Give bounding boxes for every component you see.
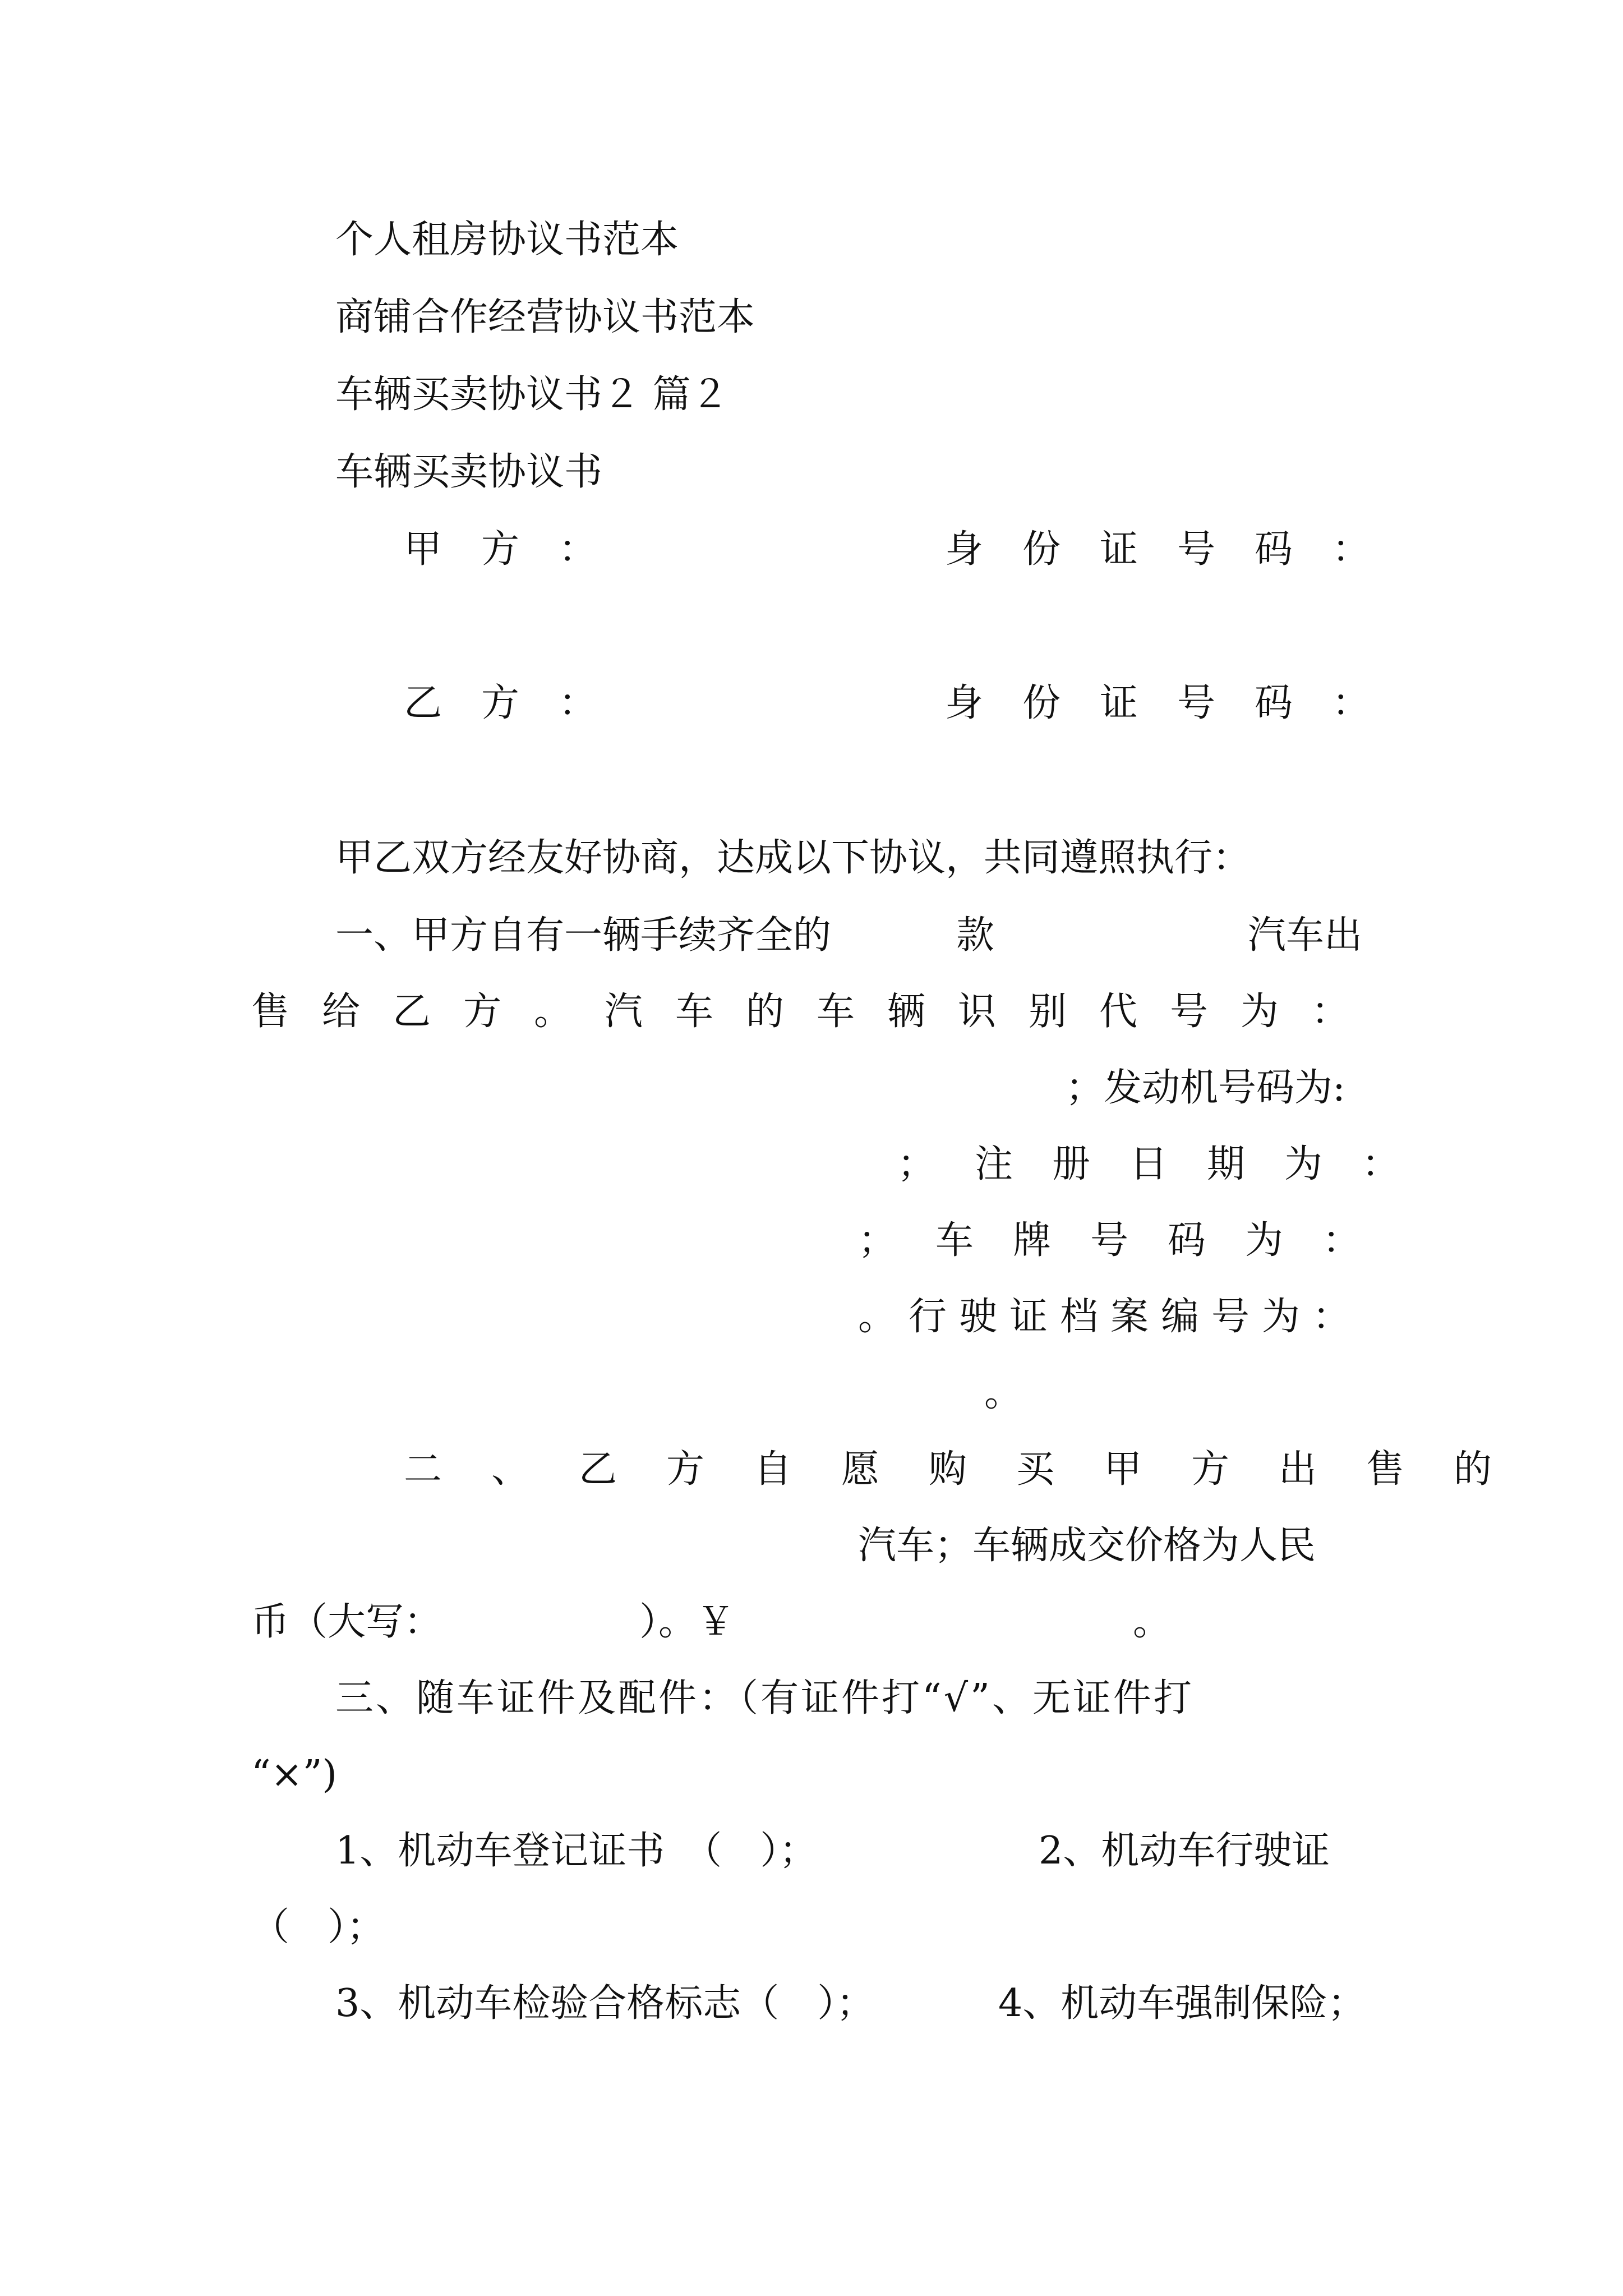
clause1-end: 。	[984, 1371, 1023, 1415]
party-b-label: 乙方：	[404, 681, 637, 725]
clause3-item2: 2、机动车行驶证	[1039, 1829, 1330, 1873]
document-title: 车辆买卖协议书	[335, 450, 603, 494]
clause1-plate-label: ；车牌号码为：	[858, 1218, 1400, 1263]
clause1-engine-label: ；发动机号码为:	[1066, 1066, 1345, 1110]
related-link-personal-rental[interactable]: 个人租房协议书范本	[335, 218, 679, 262]
clause3-item4: 4、机动车强制保险；	[998, 1981, 1366, 2026]
clause1-line2	[251, 990, 1382, 1034]
clause2-line1: 二、乙方自愿购买甲方出售的	[404, 1447, 1542, 1492]
clause2-line3-a: 币（大写：	[251, 1600, 442, 1644]
clause3-item3: 3、机动车检验合格标志（ ）；	[335, 1981, 875, 2026]
intro-paragraph: 甲乙双方经友好协商，达成以下协议，共同遵照执行：	[335, 836, 1251, 880]
clause1-line1-a: 一、甲方自有一辆手续齐全的	[335, 913, 832, 958]
clause3-line1: 三、随车证件及配件：（有证件打“√”、无证件打	[335, 1676, 1194, 1720]
party-b-id-label: 身份证号码：	[945, 681, 1410, 725]
clause2-line3-c: 。	[1133, 1600, 1172, 1644]
related-link-vehicle-sale-2[interactable]: 车辆买卖协议书２ 篇２	[335, 372, 729, 417]
clause3-item1: 1、机动车登记证书 （ ）；	[335, 1829, 818, 1873]
clause1-line2-text: 售给乙方。汽车的车辆识别代号为：	[251, 990, 1382, 1034]
clause1-reg-date-label: ；注册日期为：	[897, 1142, 1440, 1186]
clause1-line1-c: 汽车出	[1248, 913, 1363, 958]
clause3-item2-paren: （ ）；	[251, 1905, 385, 1949]
clause3-line2: “×”)	[251, 1752, 338, 1797]
party-a-label: 甲方：	[404, 527, 637, 572]
related-link-shop-cooperation[interactable]: 商铺合作经营协议书范本	[335, 295, 755, 339]
clause1-license-label: 。行驶证档案编号为：	[858, 1295, 1363, 1339]
party-a-id-label: 身份证号码：	[945, 527, 1410, 572]
clause1-line1-b: 款	[956, 913, 995, 958]
clause2-line3-b: ）。￥	[639, 1600, 735, 1644]
clause2-line2: 汽车；车辆成交价格为人民	[858, 1524, 1316, 1568]
